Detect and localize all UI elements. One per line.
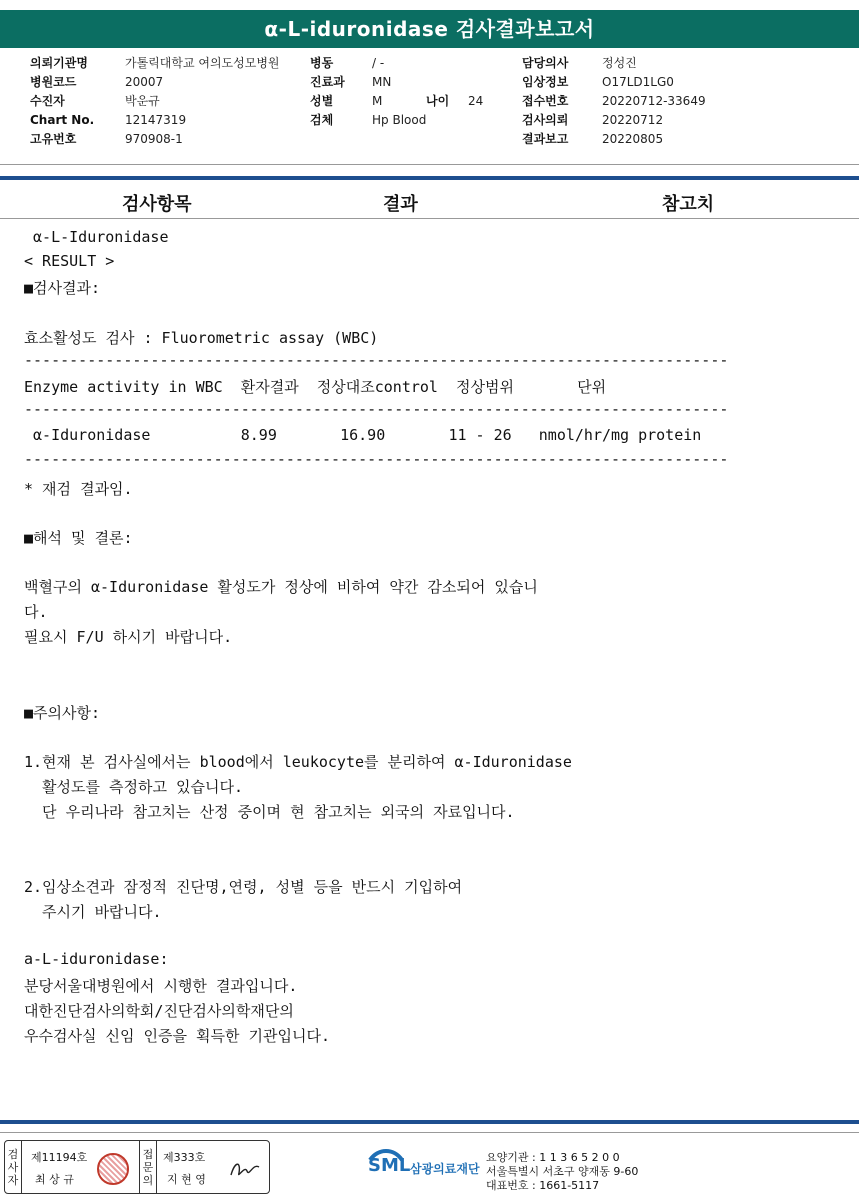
divider [0, 1132, 859, 1133]
dash-rule: ------------------------------------------------------------------------------ [24, 450, 729, 468]
signature-box [4, 1140, 270, 1194]
seal-stamp [97, 1153, 129, 1185]
section-caution-heading: ■주의사항: [24, 704, 101, 722]
inspector-label: 검 사 자 [5, 1141, 22, 1193]
dash-rule: ------------------------------------------------------------------------------ [24, 351, 729, 369]
header-field: 고유번호 970908-1 [30, 132, 183, 146]
column-header-reference: 참고치 [662, 194, 715, 215]
header-col-requester [30, 54, 280, 149]
caution-line: 1.현재 본 검사실에서는 blood에서 leukocyte를 분리하여 α-Iduronidase [24, 753, 572, 771]
interp-line: 다. [24, 603, 48, 621]
signature-scribble [227, 1155, 263, 1183]
section-interp-heading: ■해석 및 결론: [24, 529, 133, 547]
org-contact [486, 1151, 638, 1193]
confirm-license-no: 제333호 [163, 1151, 206, 1164]
footer-note-line: a-L-iduronidase: [24, 950, 169, 968]
care-code: 요양기관 : 1 1 3 6 5 2 0 0 [486, 1151, 620, 1164]
footer-note-line: 분당서울대병원에서 시행한 결과입니다. [24, 977, 298, 995]
header-field: 병동 / - [310, 56, 385, 70]
header-field: 성별 M 나이 24 [310, 92, 483, 111]
result-tag: < RESULT > [24, 252, 115, 270]
header-field: 임상정보 O17LD1LG0 [522, 75, 674, 89]
footer-note-line: 우수검사실 신임 인증을 획득한 기관입니다. [24, 1027, 330, 1045]
divider [0, 218, 859, 219]
header-field: 접수번호 20220712-33649 [522, 94, 706, 108]
method-line: 효소활성도 검사 : Fluorometric assay (WBC) [24, 329, 379, 347]
footer-note-line: 대한진단검사의학회/진단검사의학재단의 [24, 1002, 294, 1020]
report-title: α-L-iduronidase 검사결과보고서 [0, 10, 859, 48]
divider-blue [0, 1120, 859, 1124]
retest-note: * 재검 결과임. [24, 480, 133, 498]
test-name: α-L-Iduronidase [24, 228, 169, 246]
header-field: 진료과 MN [310, 75, 392, 89]
caution-line: 활성도를 측정하고 있습니다. [24, 778, 244, 796]
inspector-license-no: 제11194호 [31, 1151, 88, 1164]
header-field: 병원코드 20007 [30, 75, 164, 89]
header-field: 검사의뢰 20220712 [522, 113, 664, 127]
org-name: 삼광의료재단 [410, 1162, 480, 1176]
result-table-header: Enzyme activity in WBC 환자결과 정상대조control 정상범위 단위 [24, 378, 607, 396]
age-value: 24 [468, 94, 484, 108]
header-field: 결과보고 20220805 [522, 132, 664, 146]
dash-rule: ------------------------------------------------------------------------------ [24, 400, 729, 418]
header-field: 수진자 박운규 [30, 94, 160, 108]
caution-line: 단 우리나라 참고치는 산정 중이며 현 참고치는 외국의 자료입니다. [24, 803, 515, 821]
interp-line: 백혈구의 α-Iduronidase 활성도가 정상에 비하여 약간 감소되어 있습니 [24, 578, 538, 596]
caution-line: 주시기 바랍니다. [24, 903, 162, 921]
divider [0, 164, 859, 165]
confirm-label: 접 문 의 [139, 1141, 157, 1193]
caution-line: 2.임상소견과 잠정적 진단명,연령, 성별 등을 반드시 기입하여 [24, 878, 463, 896]
header-field: Chart No. 12147319 [30, 113, 187, 127]
org-address: 서울특별시 서초구 양재동 9-60 [486, 1165, 639, 1178]
confirm-name: 지 현 영 [167, 1173, 206, 1186]
sml-logo-text: SML [368, 1155, 411, 1176]
result-table-row: α-Iduronidase 8.99 16.90 11 - 26 nmol/hr/mg protein [24, 426, 702, 444]
header-field: 담당의사 정성진 [522, 56, 637, 70]
column-header-result: 결과 [383, 194, 418, 215]
header-col-ward [310, 54, 483, 130]
inspector-name: 최 상 규 [35, 1173, 74, 1186]
column-header-item: 검사항목 [122, 194, 192, 215]
section-result-heading: ■검사결과: [24, 279, 101, 297]
header-field: 의뢰기관명 가톨릭대학교 여의도성모병원 [30, 56, 280, 70]
header-field: 검체 Hp Blood [310, 113, 427, 127]
age-label: 나이 [426, 94, 450, 108]
interp-line: 필요시 F/U 하시기 바랍니다. [24, 628, 233, 646]
divider-blue [0, 176, 859, 180]
header-col-doctor [522, 54, 706, 149]
org-phone: 대표번호 : 1661-5117 [486, 1179, 600, 1192]
